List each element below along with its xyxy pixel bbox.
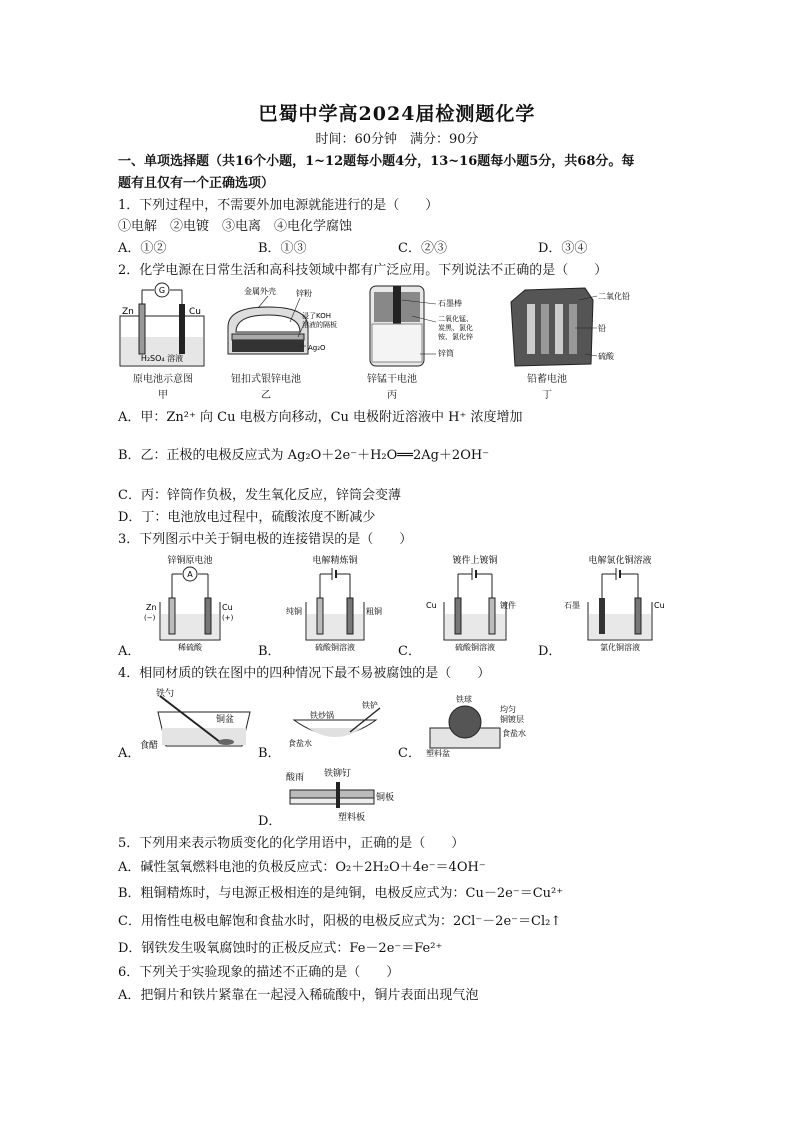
zinc-manganese-dry-cell-figure xyxy=(362,282,492,370)
koh-label-1: 浸了KOH xyxy=(302,312,331,320)
vinegar-label: 食醋 xyxy=(140,741,159,751)
g-label: G xyxy=(158,286,166,295)
pb-label: 铅 xyxy=(598,324,606,333)
q3b-bottom: 硫酸铜溶液 xyxy=(315,643,355,652)
h2so4-label: H₂SO₄ 溶液 xyxy=(140,354,184,363)
q3-cucl2-electrolysis-figure xyxy=(560,552,680,652)
q6-stem: 6．下列关于实验现象的描述不正确的是（ ） xyxy=(118,965,400,980)
galvanic-cell-figure xyxy=(112,282,222,370)
zn-label: Zn xyxy=(122,307,134,317)
q4-stem: 4．相同材质的铁在图中的四种情况下最不易被腐蚀的是（ ） xyxy=(118,666,491,681)
page-title: 巴蜀中学高2024届检测题化学 xyxy=(258,103,536,125)
lead-acid-battery-figure xyxy=(505,282,645,370)
section-heading-line1: 一、单项选择题（共16个小题，1~12题每小题4分，13~16题每小题5分，共68分。每 xyxy=(118,154,635,169)
plastic-plate-label: 塑料板 xyxy=(338,813,366,823)
salt-water-label-c: 食盐水 xyxy=(502,729,526,738)
salt-water-label-b: 食盐水 xyxy=(288,739,312,748)
sulfuric-acid-label: 硫酸 xyxy=(598,352,614,361)
shell-label: 金属外壳 xyxy=(244,287,276,296)
q3a-bottom: 稀硫酸 xyxy=(178,643,202,652)
q4-option-b: B． xyxy=(258,746,281,761)
plastic-basin-label: 塑料盆 xyxy=(426,749,450,758)
mno2-label-1: 二氧化锰、 xyxy=(438,315,473,323)
copper-layer-label: 铜镀层 xyxy=(500,715,524,724)
ag2o-label: Ag₂O xyxy=(308,344,326,352)
cu-label: Cu xyxy=(189,307,201,317)
silver-zinc-button-cell-figure xyxy=(218,282,343,370)
q3-copper-refining-figure xyxy=(280,552,390,652)
q3-electroplating-figure xyxy=(420,552,530,652)
sublabel-ding: 丁 xyxy=(542,390,552,401)
iron-shovel-label: 铁铲 xyxy=(362,701,378,710)
q3c-right: 镀件 xyxy=(500,601,516,610)
q3-zinc-copper-cell-figure xyxy=(140,552,240,652)
caption-bing: 锌锰干电池 xyxy=(367,374,417,385)
q4-option-a: A． xyxy=(118,746,141,761)
q5-option-c: C．用惰性电极电解饱和食盐水时，阳极的电极反应式为：2Cl⁻－2e⁻＝Cl₂↑ xyxy=(118,914,562,929)
q3a-right-sign: (+) xyxy=(222,614,234,622)
graphite-rod-label: 石墨棒 xyxy=(438,299,462,308)
q3d-title: 电解氯化铜溶液 xyxy=(588,556,652,566)
pbo2-label: 二氧化铅 xyxy=(598,292,630,301)
q3b-title: 电解精炼铜 xyxy=(312,556,358,566)
iron-ball-label: 铁球 xyxy=(456,695,472,704)
caption-jia: 原电池示意图 xyxy=(133,374,193,385)
q4-option-c: C． xyxy=(398,746,421,761)
caption-ding: 铅蓄电池 xyxy=(527,374,567,385)
iron-spoon-label: 铁勺 xyxy=(156,689,175,699)
q2-option-c: C．丙：锌筒作负极，发生氧化反应，锌筒会变薄 xyxy=(118,488,401,503)
koh-label-2: 溶液的隔板 xyxy=(302,321,337,329)
q3b-right: 粗铜 xyxy=(366,607,382,616)
zn-powder-label: 锌粉 xyxy=(296,289,312,298)
q1-items: ①电解 ②电镀 ③电离 ④电化学腐蚀 xyxy=(118,219,353,234)
q1-option-b: B．①③ xyxy=(258,241,307,256)
q6-option-a: A．把铜片和铁片紧靠在一起浸入稀硫酸中，铜片表面出现气泡 xyxy=(118,988,479,1003)
q3a-left: Zn xyxy=(146,603,157,612)
q3d-left: 石墨 xyxy=(564,601,580,610)
q5-option-b: B．粗铜精炼时，与电源正极相连的是纯铜，电极反应式为：Cu－2e⁻＝Cu²⁺ xyxy=(118,886,564,901)
q3-option-c: C． xyxy=(398,644,421,659)
q3d-right: Cu xyxy=(654,601,665,610)
q3a-right: Cu xyxy=(222,603,233,612)
q2-option-b: B．乙：正极的电极反应式为 Ag₂O＋2e⁻＋H₂O══2Ag＋2OH⁻ xyxy=(118,448,490,463)
q1-option-d: D．③④ xyxy=(538,241,588,256)
zinc-can-label: 锌筒 xyxy=(438,349,454,358)
caption-yi: 钮扣式银锌电池 xyxy=(231,374,301,385)
q3-option-b: B． xyxy=(258,644,281,659)
q3c-left: Cu xyxy=(426,601,437,610)
q1-stem: 1．下列过程中，不需要外加电源就能进行的是（ ） xyxy=(118,198,439,213)
q4-iron-wok-figure xyxy=(280,694,390,754)
q3-option-d: D． xyxy=(538,644,562,659)
q4-iron-ball-figure xyxy=(420,692,540,758)
q3-stem: 3．下列图示中关于铜电极的连接错误的是（ ） xyxy=(118,532,413,547)
ammeter-label: A xyxy=(187,570,193,579)
copper-plate-label: 铜板 xyxy=(376,793,395,803)
sublabel-jia: 甲 xyxy=(158,390,168,401)
mno2-label-3: 铵、氯化锌 xyxy=(438,333,473,341)
q3-option-a: A． xyxy=(118,644,141,659)
acid-rain-label: 酸雨 xyxy=(286,773,305,783)
section-heading-line2: 题有且仅有一个正确选项） xyxy=(118,176,275,191)
copper-basin-label: 铜盆 xyxy=(216,715,235,725)
q4-iron-spoon-figure xyxy=(140,686,260,756)
q1-option-c: C．②③ xyxy=(398,241,447,256)
q3d-bottom: 氯化铜溶液 xyxy=(600,643,640,652)
sublabel-bing: 丙 xyxy=(387,390,397,401)
sublabel-yi: 乙 xyxy=(261,390,271,401)
q2-option-a: A．甲：Zn²⁺ 向 Cu 电极方向移动，Cu 电极附近溶液中 H⁺ 浓度增加 xyxy=(118,410,523,425)
q3b-left: 纯铜 xyxy=(286,607,302,616)
q2-option-d: D．丁：电池放电过程中，硫酸浓度不断减少 xyxy=(118,510,376,525)
mno2-label-2: 炭黑、氯化 xyxy=(438,324,473,332)
exam-time-info: 时间：60分钟 满分：90分 xyxy=(315,132,479,147)
q1-option-a: A．①② xyxy=(118,241,167,256)
q3a-title: 锌铜原电池 xyxy=(167,556,213,566)
q2-stem: 2．化学电源在日常生活和高科技领域中都有广泛应用。下列说法不正确的是（ ） xyxy=(118,263,608,278)
q3c-bottom: 硫酸铜溶液 xyxy=(455,643,495,652)
iron-wok-label: 铁炒锅 xyxy=(310,711,334,720)
q4-option-d: D． xyxy=(258,814,282,829)
q5-option-d: D．钢铁发生吸氧腐蚀时的正极反应式：Fe－2e⁻＝Fe²⁺ xyxy=(118,941,443,956)
q3a-left-sign: (−) xyxy=(144,614,156,622)
q3c-title: 镀件上镀铜 xyxy=(452,556,498,566)
q4-iron-rivet-figure xyxy=(282,764,412,824)
uniform-label: 均匀 xyxy=(500,705,516,714)
q5-stem: 5．下列用来表示物质变化的化学用语中，正确的是（ ） xyxy=(118,836,465,851)
q5-option-a: A．碱性氢氧燃料电池的负极反应式：O₂＋2H₂O＋4e⁻＝4OH⁻ xyxy=(118,860,486,875)
iron-rivet-label: 铁铆钉 xyxy=(324,769,352,779)
